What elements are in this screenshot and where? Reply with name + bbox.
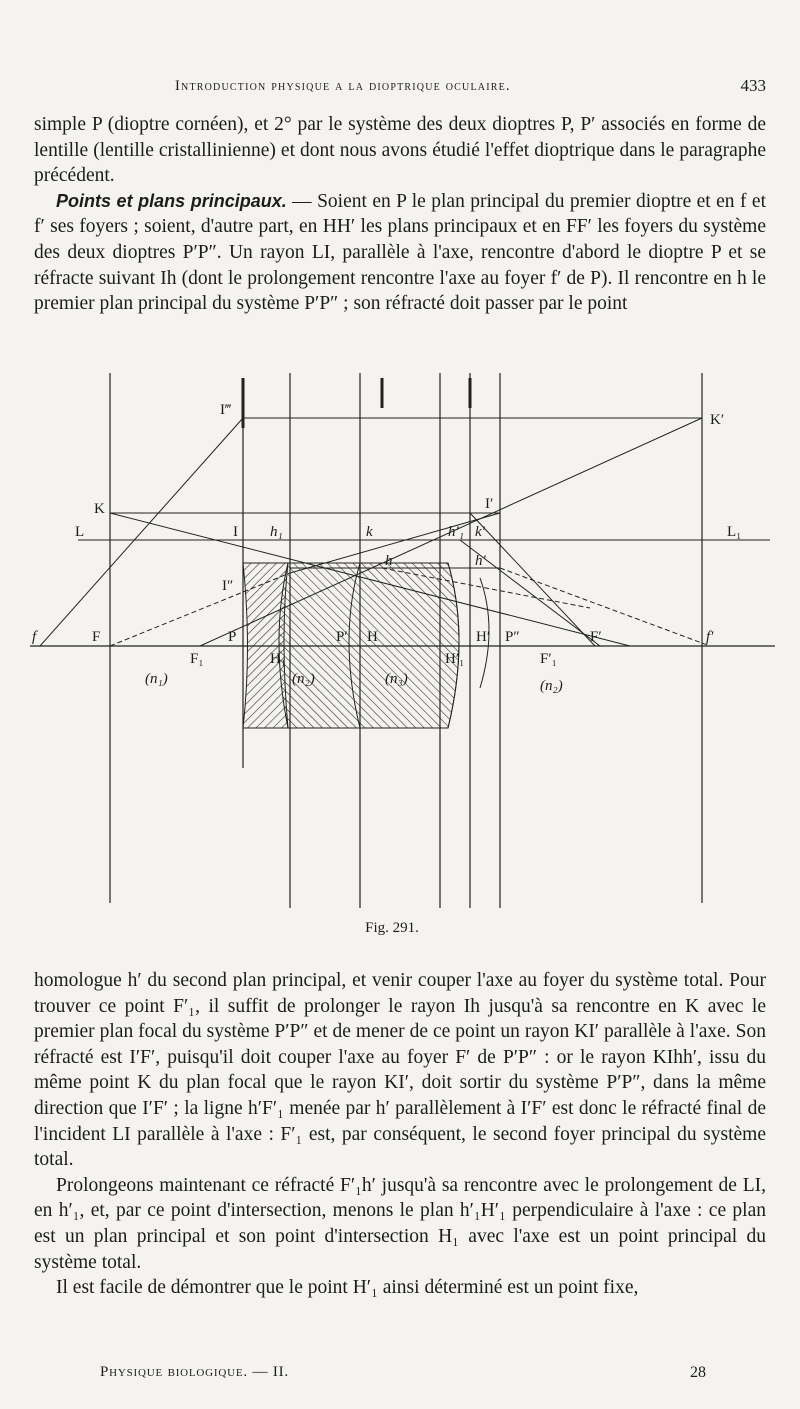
label-fp: f′ xyxy=(706,629,714,645)
page-number: 433 xyxy=(740,76,766,95)
figure-291 xyxy=(30,368,775,918)
label-n3: (n₃) xyxy=(385,671,408,687)
paragraph-body: — Soient en P le plan principal du premier dioptre et en f et f′ ses foyers ; soient, d'autre part, en HH′ les plans principaux et en FF′ les foyers du système des deux dioptres P′P″. Un rayon LI, parallèle à l'axe, rencontre d'abord le dioptre P et se réfracte suivant Ih (dont le prolongement rencontre l'axe au foyer f′ de P). Il rencontre en h le premier plan principal du système P′P″ ; son réfracté doit passer par le point xyxy=(34,190,766,315)
label-I2: I″ xyxy=(222,578,234,594)
section-heading: Points et plans principaux. xyxy=(56,190,287,211)
label-I3: I‴ xyxy=(220,402,232,418)
label-H1: H₁ xyxy=(270,651,287,667)
paragraph: Prolongeons maintenant ce réfracté F′₁h′ jusqu'à sa rencontre avec le prolongement de LI, en h′₁, et, par ce point d'intersection, menons le plan h′₁H′₁ perpendiculaire à l'axe : ce plan est un plan principal et son point d'intersection H₁ avec l'axe est un point principal du système total. xyxy=(34,1174,766,1273)
label-h1p: h′₁ xyxy=(448,524,464,540)
ray-f-I3 xyxy=(40,418,243,646)
label-Pp: P′ xyxy=(336,629,348,645)
label-Ip: I′ xyxy=(485,496,494,512)
label-F1: F₁ xyxy=(190,651,204,667)
label-Hp: H′ xyxy=(476,629,491,645)
bottom-text-block xyxy=(34,968,766,1301)
paragraph: homologue h′ du second plan principal, et venir couper l'axe au foyer du système total. Pour trouver ce point F′₁, il suffit de prolonger le rayon Ih jusqu'à sa rencontre en K avec le premier plan focal du système P′P″ et de mener de ce point un rayon KI′ parallèle à l'axe. Son réfracté est I′F′, puisqu'il doit couper l'axe au foyer F′ de P′P″ : or le rayon KIhh′, issu du même point K du plan focal que le rayon KI′, doit sortir du système P′P″, dans la même direction que I′F′ ; la ligne h′F′₁ menée par h′ parallèlement à I′F′ est donc le réfracté final de l'incident LI parallèle à l'axe : F′₁ est, par conséquent, le second foyer principal du système total. xyxy=(34,970,766,1171)
label-Kp: K′ xyxy=(710,412,725,428)
paragraph-points-principaux xyxy=(34,189,766,317)
label-kp: k′ xyxy=(475,524,485,540)
label-P2: P″ xyxy=(505,629,520,645)
running-header xyxy=(0,78,800,102)
label-h1: h₁ xyxy=(270,524,283,540)
figure-caption xyxy=(0,920,800,937)
label-f: f xyxy=(32,629,37,645)
paragraph: Il est facile de démontrer que le point H′₁ ainsi déterminé est un point fixe, xyxy=(56,1277,639,1299)
footer-book-title: Physique biologique. — II. xyxy=(100,1364,289,1380)
page-footer xyxy=(100,1364,706,1381)
footer-signature: 28 xyxy=(690,1364,706,1381)
paragraph: simple P (dioptre cornéen), et 2° par le système des deux dioptres P, P′ associés en forme de lentille (lentille cristallinienne) et dont nous avons étudié l'effet dioptrique dans le paragraphe précédent. xyxy=(34,114,766,187)
label-n1: (n₁) xyxy=(145,671,168,687)
label-n2: (n₂) xyxy=(292,671,315,687)
top-text-block xyxy=(34,112,766,317)
label-L: L xyxy=(75,524,85,540)
label-K: K xyxy=(94,501,105,517)
label-n2b: (n₂) xyxy=(540,678,563,694)
label-F1p: F′₁ xyxy=(540,651,557,667)
running-title: Introduction physique a la dioptrique oculaire. xyxy=(175,78,511,94)
label-H: H xyxy=(367,629,378,645)
label-I: I xyxy=(233,524,238,540)
ray-hp-fp xyxy=(500,568,710,646)
optical-diagram xyxy=(30,368,775,918)
label-L1: L₁ xyxy=(727,524,742,540)
label-H1p: H′₁ xyxy=(445,651,465,667)
label-P: P xyxy=(228,629,237,645)
label-k: k xyxy=(366,524,373,540)
label-Fp: F′ xyxy=(590,629,602,645)
label-h: h xyxy=(385,553,393,569)
caption-text: Fig. 291. xyxy=(365,920,419,936)
label-F: F xyxy=(92,629,101,645)
label-hp: h′ xyxy=(475,553,486,569)
